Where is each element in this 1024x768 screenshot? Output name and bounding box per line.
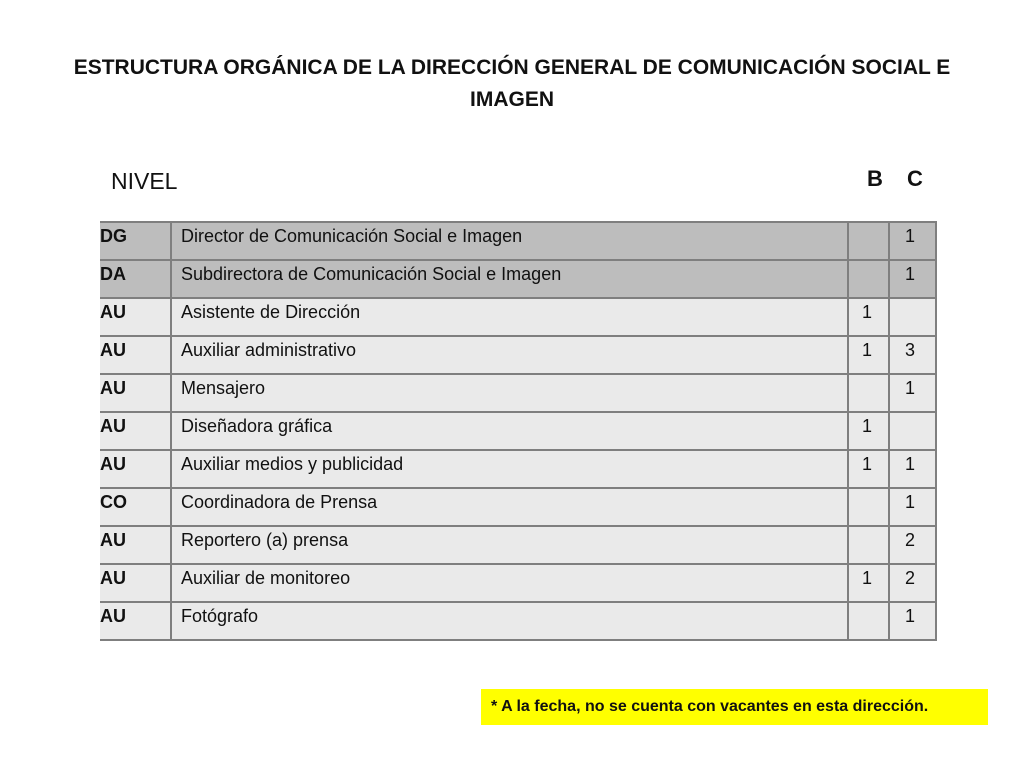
staff-table <box>100 221 937 641</box>
column-b-label: B <box>867 166 883 191</box>
table-row <box>100 526 936 564</box>
table-row <box>100 450 936 488</box>
count-b-cell-text <box>849 261 888 264</box>
level-cell <box>100 298 171 336</box>
table-row <box>100 374 936 412</box>
count-b-cell <box>848 564 889 602</box>
page-title: ESTRUCTURA ORGÁNICA DE LA DIRECCIÓN GENERAL DE COMUNICACIÓN SOCIAL E IMAGEN <box>73 56 951 111</box>
position-title-cell-text: Fotógrafo <box>181 606 259 626</box>
count-c-cell-text <box>890 413 935 416</box>
count-b-cell <box>848 374 889 412</box>
position-title-cell-text: Auxiliar administrativo <box>181 340 357 360</box>
count-c-cell-text: 1 <box>904 454 915 474</box>
nivel-label: NIVEL <box>111 168 178 194</box>
count-c-cell-text: 1 <box>904 492 915 512</box>
position-title-cell-text: Subdirectora de Comunicación Social e Imagen <box>181 264 562 284</box>
position-title-cell-text: Diseñadora gráfica <box>181 416 333 436</box>
position-title-cell <box>171 488 848 526</box>
level-cell-text: AU <box>100 568 126 588</box>
level-cell <box>100 564 171 602</box>
count-c-cell <box>889 298 936 336</box>
count-c-cell <box>889 336 936 374</box>
count-b-cell <box>848 526 889 564</box>
position-title-cell <box>171 412 848 450</box>
count-c-cell-text: 1 <box>904 226 915 246</box>
count-b-cell-text: 1 <box>861 340 872 360</box>
level-cell <box>100 222 171 260</box>
count-b-cell-text <box>849 527 888 530</box>
count-b-cell <box>848 602 889 640</box>
table-row <box>100 488 936 526</box>
table-row <box>100 412 936 450</box>
level-cell-text: AU <box>100 378 126 398</box>
count-b-cell <box>848 488 889 526</box>
count-b-cell-text: 1 <box>861 454 872 474</box>
count-c-cell <box>889 260 936 298</box>
table-row <box>100 336 936 374</box>
position-title-cell <box>171 450 848 488</box>
count-c-cell <box>889 526 936 564</box>
position-title-cell <box>171 222 848 260</box>
level-cell-text: AU <box>100 606 126 626</box>
position-title-cell-text: Asistente de Dirección <box>181 302 361 322</box>
level-cell <box>100 488 171 526</box>
level-cell-text: AU <box>100 454 126 474</box>
count-c-cell <box>889 450 936 488</box>
position-title-cell <box>171 336 848 374</box>
count-c-cell <box>889 564 936 602</box>
count-c-cell-text: 2 <box>904 530 915 550</box>
position-title-cell <box>171 526 848 564</box>
vacancy-note: * A la fecha, no se cuenta con vacantes en esta dirección. <box>481 689 988 725</box>
level-cell-text: DA <box>100 264 126 284</box>
level-cell-text: AU <box>100 340 126 360</box>
level-cell <box>100 602 171 640</box>
level-cell <box>100 260 171 298</box>
position-title-cell-text: Auxiliar de monitoreo <box>181 568 351 588</box>
count-b-cell-text: 1 <box>861 416 872 436</box>
staff-table-body <box>100 222 936 640</box>
count-b-cell-text <box>849 223 888 226</box>
level-cell <box>100 450 171 488</box>
count-b-cell <box>848 412 889 450</box>
count-c-cell <box>889 488 936 526</box>
position-title-cell-text: Reportero (a) prensa <box>181 530 349 550</box>
position-title-cell-text: Auxiliar medios y publicidad <box>181 454 404 474</box>
count-c-cell <box>889 602 936 640</box>
position-title-cell <box>171 602 848 640</box>
position-title-cell-text: Mensajero <box>181 378 266 398</box>
count-b-cell-text <box>849 489 888 492</box>
table-row <box>100 260 936 298</box>
level-cell <box>100 412 171 450</box>
table-row <box>100 222 936 260</box>
position-title-cell <box>171 374 848 412</box>
count-c-cell-text: 1 <box>904 378 915 398</box>
table-row <box>100 298 936 336</box>
table-row <box>100 602 936 640</box>
column-c-label: C <box>907 166 923 191</box>
count-b-cell <box>848 336 889 374</box>
level-cell <box>100 374 171 412</box>
count-b-cell-text: 1 <box>861 568 872 588</box>
count-b-cell <box>848 298 889 336</box>
position-title-cell <box>171 564 848 602</box>
count-c-cell <box>889 222 936 260</box>
count-b-cell-text <box>849 375 888 378</box>
level-cell-text: CO <box>100 492 127 512</box>
position-title-cell <box>171 260 848 298</box>
count-b-cell-text: 1 <box>861 302 872 322</box>
level-cell-text: DG <box>100 226 127 246</box>
position-title-cell <box>171 298 848 336</box>
position-title-cell-text: Director de Comunicación Social e Imagen <box>181 226 523 246</box>
count-b-cell <box>848 222 889 260</box>
count-b-cell <box>848 450 889 488</box>
count-c-cell-text: 1 <box>904 264 915 284</box>
count-c-cell-text: 3 <box>904 340 915 360</box>
position-title-cell-text: Coordinadora de Prensa <box>181 492 378 512</box>
level-cell-text: AU <box>100 416 126 436</box>
count-b-cell-text <box>849 603 888 606</box>
count-c-cell-text <box>890 299 935 302</box>
level-cell <box>100 526 171 564</box>
count-c-cell-text: 2 <box>904 568 915 588</box>
count-b-cell <box>848 260 889 298</box>
count-c-cell <box>889 374 936 412</box>
count-c-cell <box>889 412 936 450</box>
level-cell-text: AU <box>100 302 126 322</box>
level-cell <box>100 336 171 374</box>
table-row <box>100 564 936 602</box>
level-cell-text: AU <box>100 530 126 550</box>
count-c-cell-text: 1 <box>904 606 915 626</box>
